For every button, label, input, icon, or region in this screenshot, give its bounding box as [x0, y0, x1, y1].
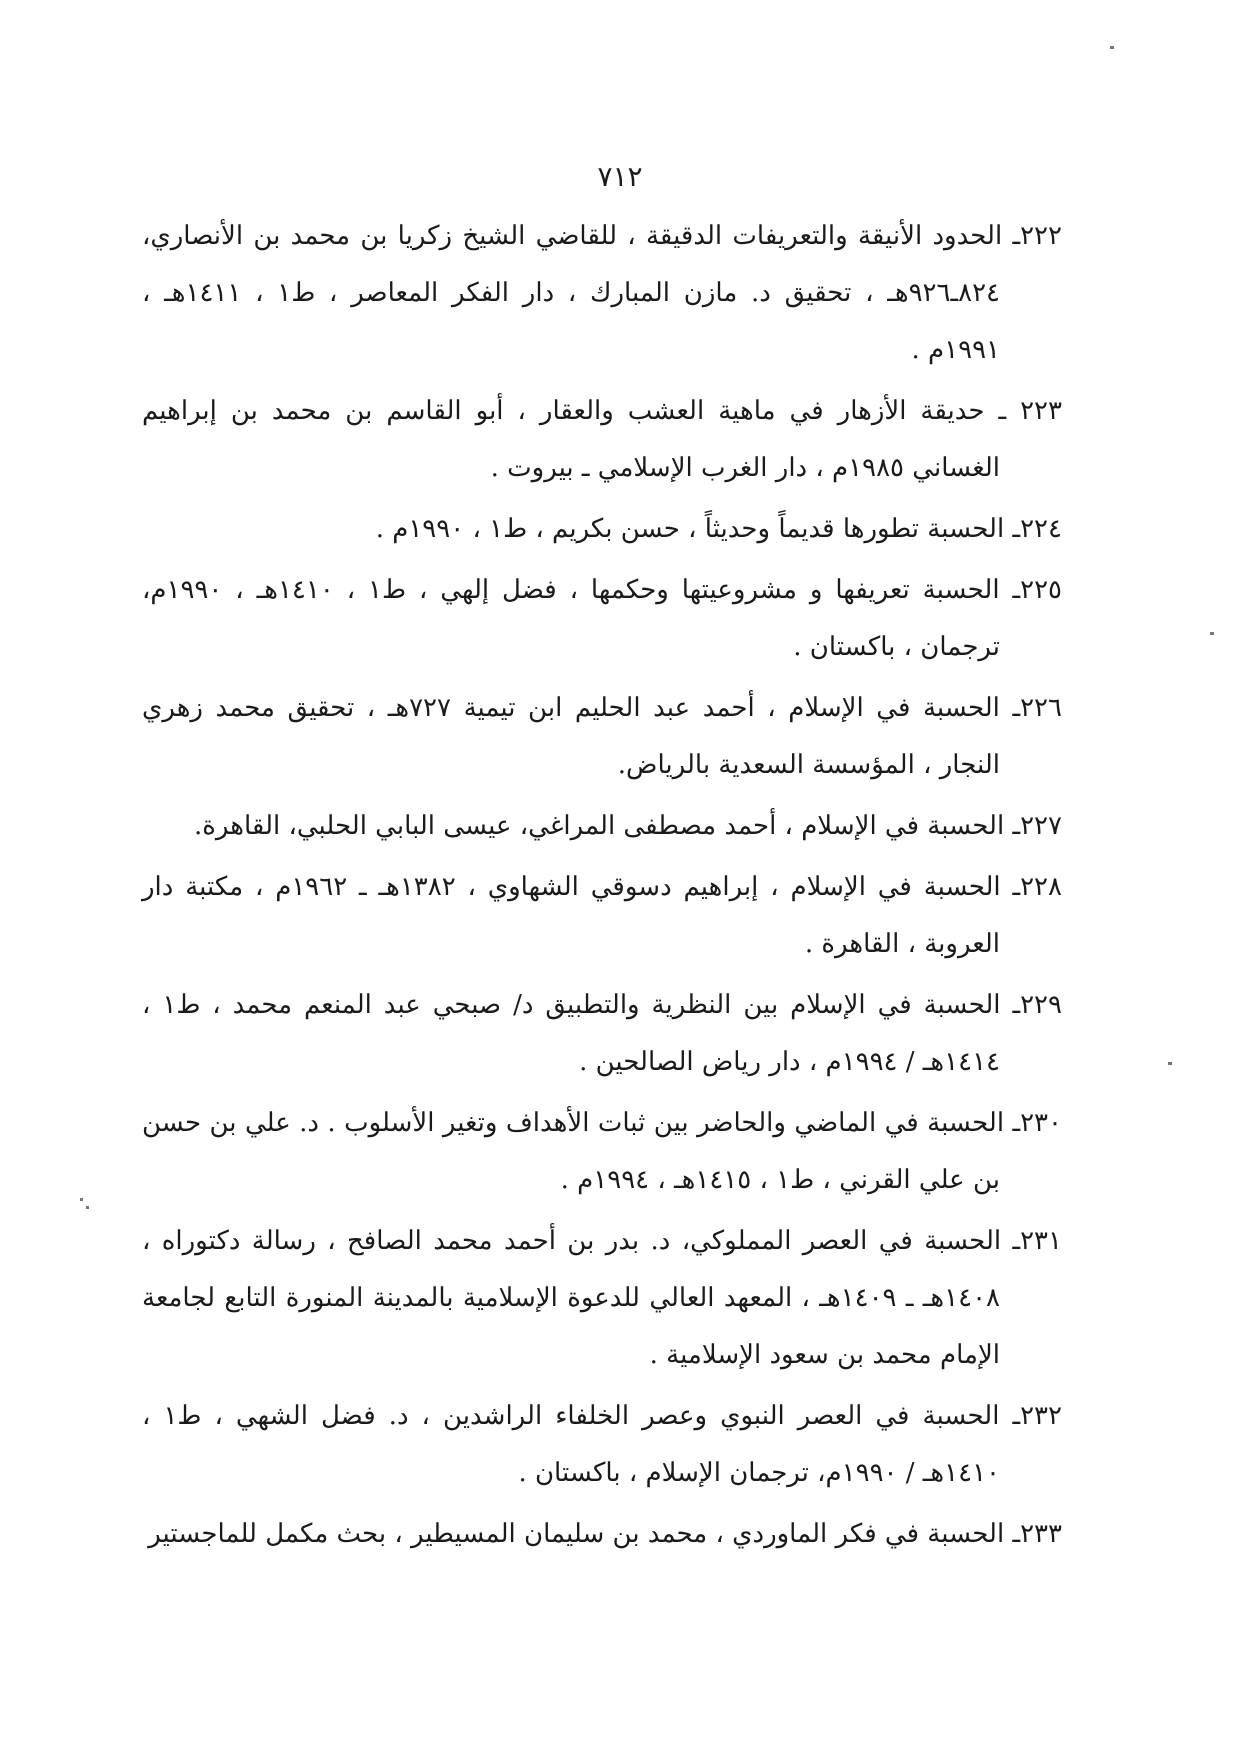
page-number: ٧١٢ [597, 160, 643, 193]
reference-entry-233: ٢٣٣ـ الحسبة في فكر الماوردي ، محمد بن سليمان المسيطير ، بحث مكمل للماجستير [148, 1519, 1062, 1549]
reference-entry-226: ٢٢٦ـ الحسبة في الإسلام ، أحمد عبد الحليم ابن تيمية ٧٢٧هـ ، تحقيق محمد زهري النجار ، المؤسسة السعدية بالرياض. [142, 693, 1062, 780]
scan-speck [1168, 1062, 1172, 1065]
scan-speck [86, 1206, 89, 1209]
reference-list [142, 208, 1062, 1567]
reference-entry-232: ٢٣٢ـ الحسبة في العصر النبوي وعصر الخلفاء الراشدين ، د. فضل الشهي ، ط١ ، ١٤١٠هـ / ١٩٩٠م، ترجمان الإسلام ، باكستان . [142, 1401, 1062, 1488]
reference-entry-222: ٢٢٢ـ الحدود الأنيقة والتعريفات الدقيقة ، للقاضي الشيخ زكريا بن محمد بن الأنصاري، ٨٢٤ـ٩٢٦هـ ، تحقيق د. مازن المبارك ، دار الفكر المعاصر ، ط١ ، ١٤١١هـ ، ١٩٩١م . [142, 221, 1062, 365]
reference-entry-225: ٢٢٥ـ الحسبة تعريفها و مشروعيتها وحكمها ، فضل إلهي ، ط١ ، ١٤١٠هـ ، ١٩٩٠م، ترجمان ، باكستان . [142, 575, 1063, 662]
scan-speck [1110, 46, 1114, 49]
reference-entry-224: ٢٢٤ـ الحسبة تطورها قديماً وحديثاً ، حسن بكريم ، ط١ ، ١٩٩٠م . [375, 514, 1062, 544]
scan-speck [1210, 632, 1214, 635]
reference-entry-231: ٢٣١ـ الحسبة في العصر المملوكي، د. بدر بن أحمد محمد الصافح ، رسالة دكتوراه ، ١٤٠٨هـ ـ ١٤٠٩هـ ، المعهد العالي للدعوة الإسلامية بالمدينة المنورة التابع لجامعة الإمام محمد بن سعود الإسلامية . [142, 1226, 1062, 1370]
reference-entry-230: ٢٣٠ـ الحسبة في الماضي والحاضر بين ثبات الأهداف وتغير الأسلوب . د. علي بن حسن بن علي القرني ، ط١ ، ١٤١٥هـ ، ١٩٩٤م . [142, 1108, 1062, 1195]
reference-entry-228: ٢٢٨ـ الحسبة في الإسلام ، إبراهيم دسوقي الشهاوي ، ١٣٨٢هـ ـ ١٩٦٢م ، مكتبة دار العروبة ، القاهرة . [142, 872, 1062, 959]
reference-entry-227: ٢٢٧ـ الحسبة في الإسلام ، أحمد مصطفى المراغي، عيسى البابي الحلبي، القاهرة. [194, 811, 1062, 841]
reference-entry-229: ٢٢٩ـ الحسبة في الإسلام بين النظرية والتطبيق د/ صبحي عبد المنعم محمد ، ط١ ، ١٤١٤هـ / ١٩٩٤م ، دار رياض الصالحين . [142, 990, 1062, 1077]
scan-speck [80, 1198, 83, 1201]
reference-entry-223: ٢٢٣ ـ حديقة الأزهار في ماهية العشب والعقار ، أبو القاسم بن محمد بن إبراهيم الغساني ١٩٨٥م ، دار الغرب الإسلامي ـ بيروت . [142, 396, 1062, 483]
